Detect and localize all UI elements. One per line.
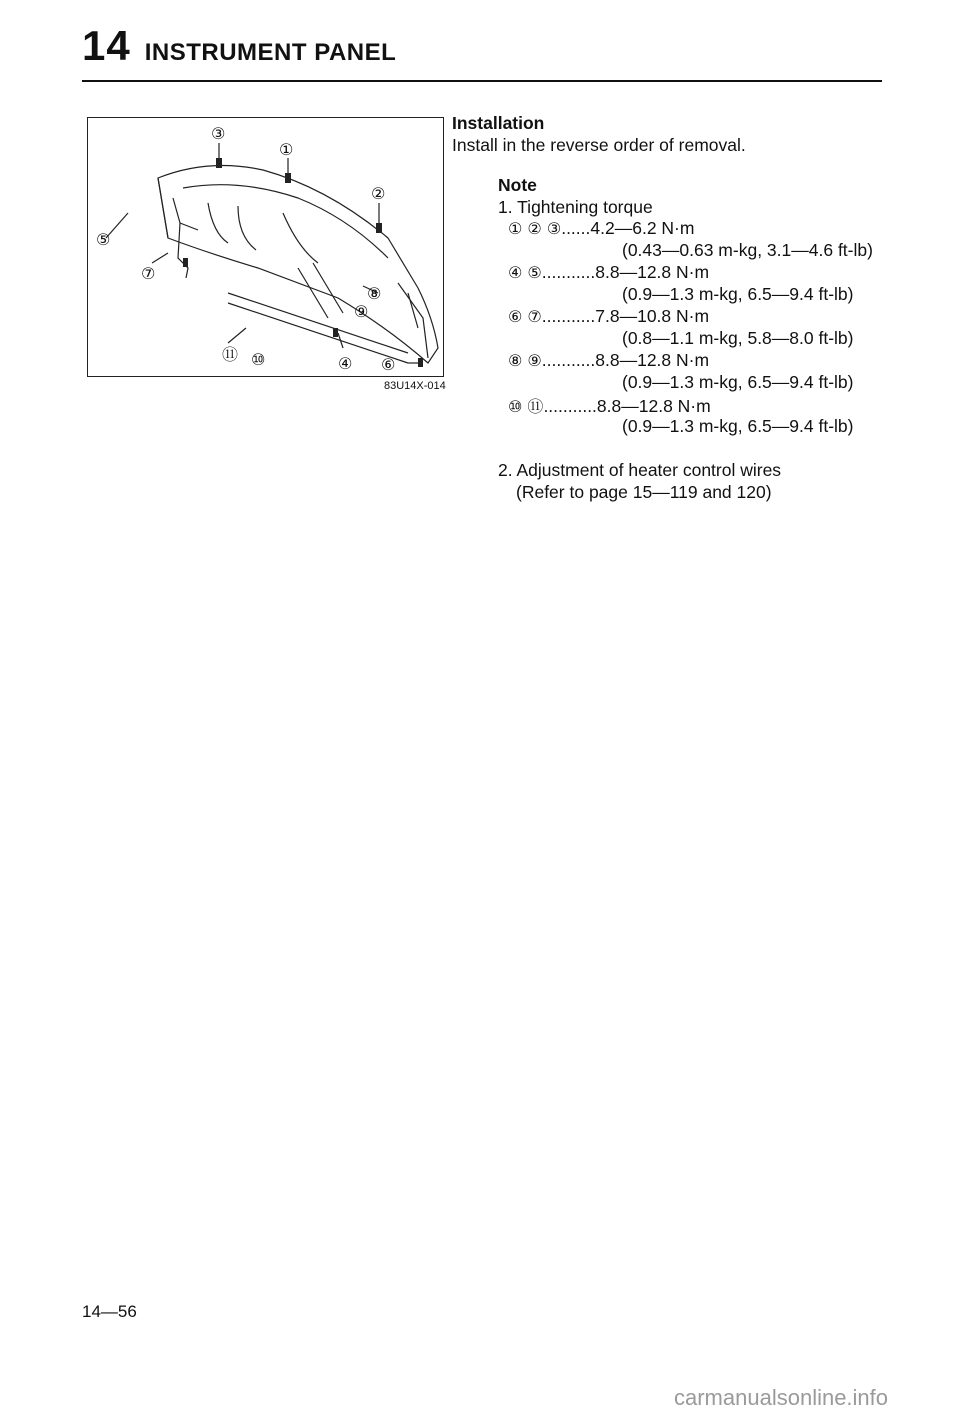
callout-7: ⑦ <box>141 264 156 283</box>
torque-alt: (0.8—1.1 m-kg, 5.8—8.0 ft-lb) <box>622 328 854 348</box>
callout-4: ④ <box>338 354 353 373</box>
torque-row: ④ ⑤...........8.8—12.8 N·m <box>508 262 710 282</box>
note-item-1: 1. Tightening torque <box>498 197 653 217</box>
panel-illustration <box>88 118 445 378</box>
note-section <box>498 174 653 218</box>
watermark: carmanualsonline.info <box>674 1385 889 1410</box>
installation-body: Install in the reverse order of removal. <box>452 135 746 155</box>
callout-2: ② <box>371 184 386 203</box>
callout-9: ⑨ <box>354 302 369 321</box>
page-header <box>82 22 396 70</box>
callout-8: ⑧ <box>367 284 382 303</box>
callout-1: ① <box>279 140 294 159</box>
section-number: 14 <box>82 22 131 69</box>
note-item-2: 2. Adjustment of heater control wires <box>498 460 782 480</box>
torque-alt: (0.9—1.3 m-kg, 6.5—9.4 ft-lb) <box>622 284 854 304</box>
torque-alt: (0.9—1.3 m-kg, 6.5—9.4 ft-lb) <box>622 416 854 436</box>
page-number: 14—56 <box>82 1302 137 1321</box>
instrument-panel-diagram <box>87 117 444 377</box>
note-heading: Note <box>498 175 537 195</box>
callout-3: ③ <box>211 124 226 143</box>
callout-6: ⑥ <box>381 355 396 374</box>
callout-11: ⑪ <box>222 345 239 364</box>
torque-row: ① ② ③......4.2—6.2 N·m <box>508 218 695 238</box>
installation-heading: Installation <box>452 113 545 133</box>
torque-row: ⑩ ⑪...........8.8—12.8 N·m <box>508 396 711 416</box>
torque-row: ⑧ ⑨...........8.8—12.8 N·m <box>508 350 710 370</box>
callout-10: ⑩ <box>251 350 266 369</box>
torque-row: ⑥ ⑦...........7.8—10.8 N·m <box>508 306 710 326</box>
note-item-2-ref: (Refer to page 15—119 and 120) <box>516 482 772 502</box>
section-title: INSTRUMENT PANEL <box>144 39 397 66</box>
figure-code: 83U14X-014 <box>384 380 446 392</box>
installation-section <box>452 112 746 156</box>
header-rule <box>82 80 882 82</box>
torque-alt: (0.9—1.3 m-kg, 6.5—9.4 ft-lb) <box>622 372 854 392</box>
callout-5: ⑤ <box>96 230 111 249</box>
torque-alt: (0.43—0.63 m-kg, 3.1—4.6 ft-lb) <box>622 240 873 260</box>
